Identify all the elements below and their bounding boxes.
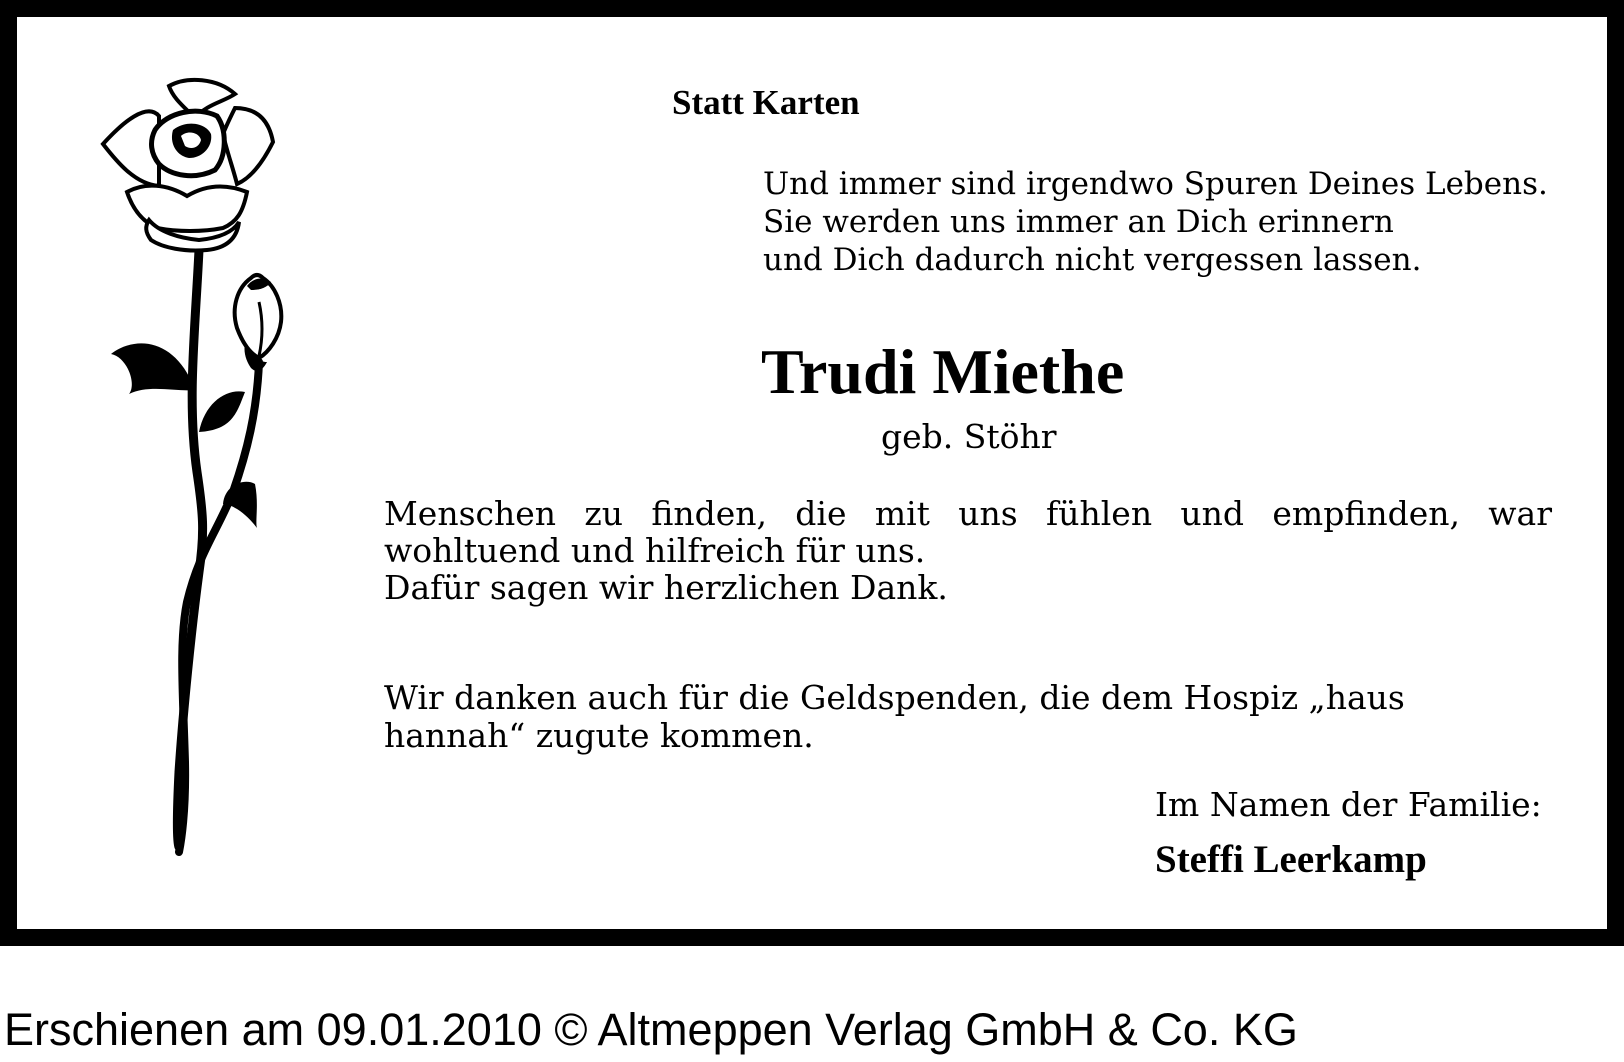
verse-line: Und immer sind irgendwo Spuren Deines Lebens.: [763, 166, 1548, 202]
rose-icon: [87, 72, 317, 892]
notice-header: Statt Karten: [672, 83, 860, 122]
thanks-paragraph: [384, 495, 1552, 606]
deceased-name: Trudi Miethe: [761, 336, 1125, 407]
sign-off: Im Namen der Familie:: [1155, 785, 1542, 824]
verse-line: Sie werden uns immer an Dich erinnern: [763, 204, 1394, 240]
memorial-verse: [763, 165, 1583, 279]
birth-name: geb. Stöhr: [881, 417, 1057, 456]
thanks-text: Menschen zu finden, die mit uns fühlen und empfinden, war wohltuend und hilfreich für uns.: [384, 494, 1552, 570]
donations-paragraph: Wir danken auch für die Geldspenden, die dem Hospiz „haus hannah“ zugute kommen.: [384, 678, 1405, 755]
publication-footer: Erschienen am 09.01.2010 © Altmeppen Verlag GmbH & Co. KG: [4, 1004, 1298, 1055]
signature-name: Steffi Leerkamp: [1155, 838, 1427, 881]
verse-line: und Dich dadurch nicht vergessen lassen.: [763, 242, 1422, 278]
thanks-closing: Dafür sagen wir herzlichen Dank.: [384, 568, 948, 607]
